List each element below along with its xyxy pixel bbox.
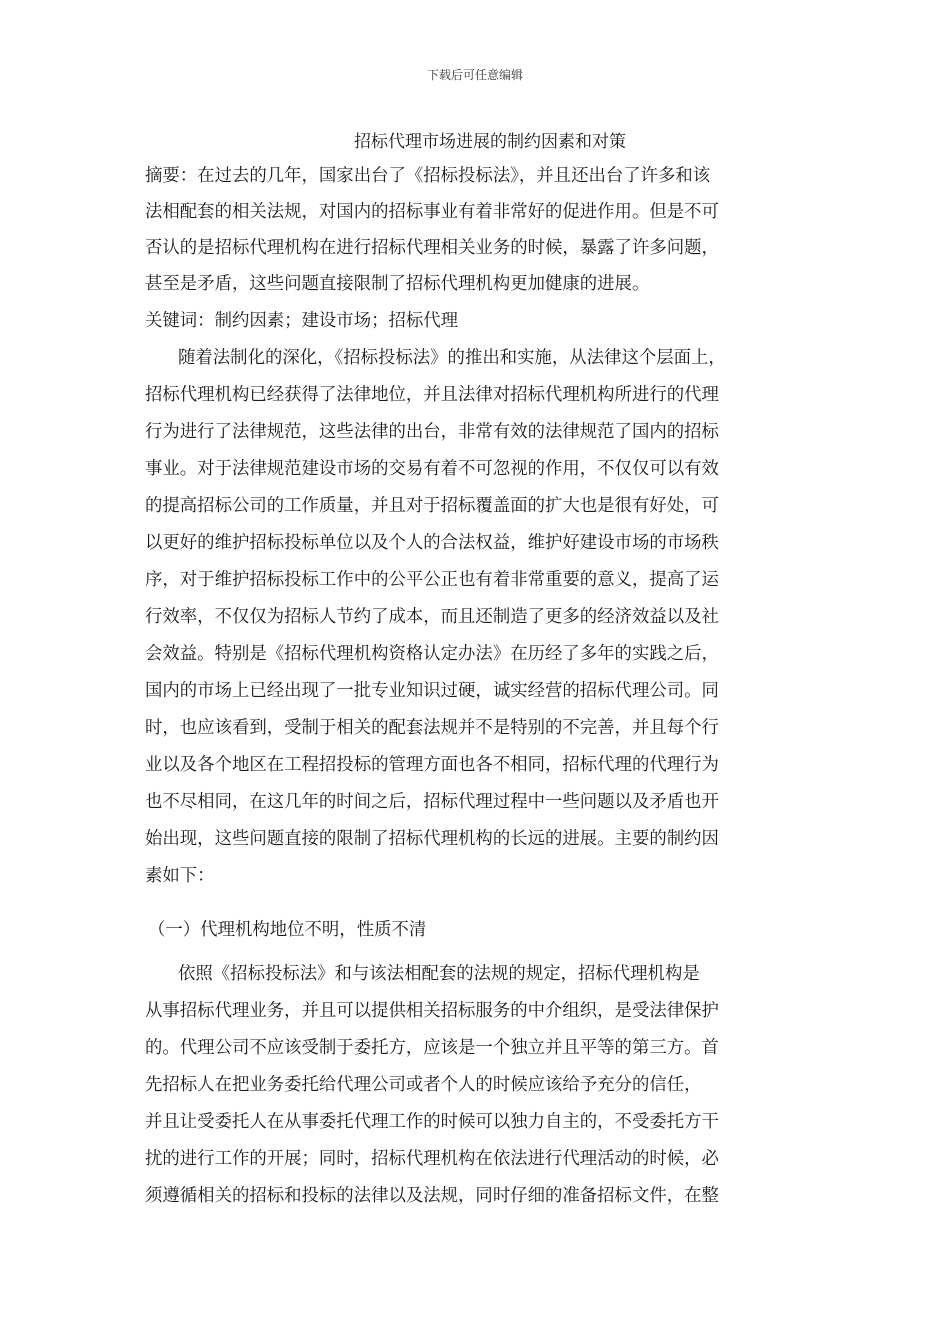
abstract-line: 摘要：在过去的几年，国家出台了《招标投标法》，并且还出台了许多和该 bbox=[145, 166, 711, 186]
paragraph-line: 须遵循相关的招标和投标的法律以及法规，同时仔细的准备招标文件，在整 bbox=[145, 1186, 719, 1206]
paragraph-line: 从事招标代理业务，并且可以提供相关招标服务的中介组织，是受法律保护 bbox=[145, 1001, 719, 1021]
paragraph-line: 的提高招标公司的工作质量，并且对于招标覆盖面的扩大也是很有好处，可 bbox=[145, 496, 719, 516]
paragraph-line: 行为进行了法律规范，这些法律的出台，非常有效的法律规范了国内的招标 bbox=[145, 422, 719, 442]
section-heading: （一）代理机构地位不明，性质不清 bbox=[148, 920, 427, 940]
paragraph-line: 并且让受委托人在从事委托代理工作的时候可以独力自主的，不受委托方干 bbox=[145, 1112, 719, 1132]
paragraph-line: 序，对于维护招标投标工作中的公平公正也有着非常重要的意义，提高了运 bbox=[145, 570, 719, 590]
document-title: 招标代理市场进展的制约因素和对策 bbox=[354, 132, 626, 152]
paragraph-line: 会效益。特别是《招标代理机构资格认定办法》在历经了多年的实践之后， bbox=[145, 644, 719, 664]
paragraph-line: 扰的进行工作的开展；同时，招标代理机构在依法进行代理活动的时候，必 bbox=[145, 1149, 719, 1169]
paragraph-line: 也不尽相同，在这几年的时间之后，招标代理过程中一些问题以及矛盾也开 bbox=[145, 792, 719, 812]
paragraph-line: 先招标人在把业务委托给代理公司或者个人的时候应该给予充分的信任， bbox=[145, 1075, 702, 1095]
paragraph-line: 行效率，不仅仅为招标人节约了成本，而且还制造了更多的经济效益以及社 bbox=[145, 607, 719, 627]
paragraph-line: 招标代理机构已经获得了法律地位，并且法律对招标代理机构所进行的代理 bbox=[145, 385, 719, 405]
paragraph-line: 以更好的维护招标投标单位以及个人的合法权益，维护好建设市场的市场秩 bbox=[145, 533, 719, 553]
paragraph-line: 事业。对于法律规范建设市场的交易有着不可忽视的作用，不仅仅可以有效 bbox=[145, 459, 719, 479]
paragraph-line: 时，也应该看到，受制于相关的配套法规并不是特别的不完善，并且每个行 bbox=[145, 718, 719, 738]
paragraph-line: 素如下： bbox=[145, 866, 215, 886]
abstract-line: 甚至是矛盾，这些问题直接限制了招标代理机构更加健康的进展。 bbox=[145, 274, 650, 294]
paragraph-line: 始出现，这些问题直接的限制了招标代理机构的长远的进展。主要的制约因 bbox=[145, 829, 719, 849]
abstract-line: 法相配套的相关法规，对国内的招标事业有着非常好的促进作用。但是不可 bbox=[145, 202, 719, 222]
paragraph-line: 的。代理公司不应该受制于委托方，应该是一个独立并且平等的第三方。首 bbox=[145, 1038, 719, 1058]
paragraph-line: 随着法制化的深化，《招标投标法》的推出和实施，从法律这个层面上， bbox=[178, 348, 726, 368]
keywords: 关键词：制约因素；建设市场；招标代理 bbox=[145, 311, 459, 331]
paragraph-line: 依照《招标投标法》和与该法相配套的法规的规定，招标代理机构是 bbox=[178, 964, 700, 984]
abstract-line: 否认的是招标代理机构在进行招标代理相关业务的时候，暴露了许多问题， bbox=[145, 238, 719, 258]
paragraph-line: 业以及各个地区在工程招投标的管理方面也各不相同，招标代理的代理行为 bbox=[145, 755, 719, 775]
paragraph-line: 国内的市场上已经出现了一批专业知识过硬，诚实经营的招标代理公司。同 bbox=[145, 681, 719, 701]
page-header: 下载后可任意编辑 bbox=[426, 68, 523, 82]
